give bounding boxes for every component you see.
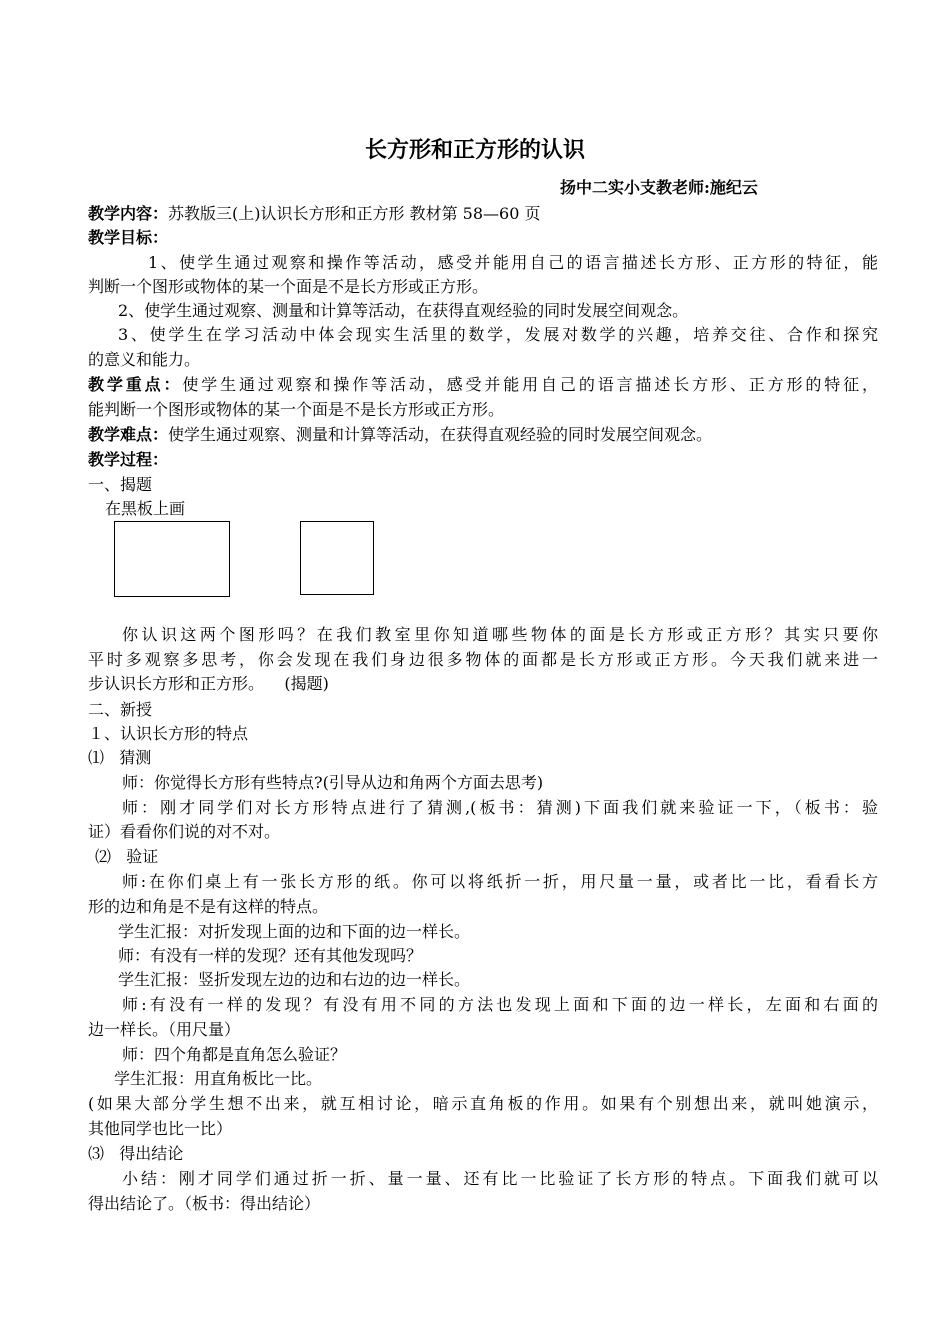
author-line: 扬中二实小支教老师:施纪云 bbox=[560, 178, 758, 197]
subsection-1-heading: １、认识长方形的特点 bbox=[88, 724, 249, 743]
rectangle-shape bbox=[114, 521, 230, 597]
document-title: 长方形和正方形的认识 bbox=[364, 137, 585, 163]
section-1-heading: 一、揭题 bbox=[88, 475, 153, 494]
student-report-1: 学生汇报：对折发现上面的边和下面的边一样长。 bbox=[118, 922, 471, 941]
teacher-line-3a: 师:在你们桌上有一张长方形的纸。你可以将纸折一折，用尺量一量，或者比一比，看看长方 bbox=[122, 872, 878, 891]
teacher-line-1: 师：你觉得长方形有些特点?(引导从边和角两个方面去思考) bbox=[122, 773, 544, 792]
goal-1-line-1: 1、使学生通过观察和操作等活动，感受并能用自己的语言描述长方形、正方形的特征，能 bbox=[148, 253, 878, 272]
difficulties-label: 教学难点： bbox=[88, 425, 169, 444]
goal-2: 2、使学生通过观察、测量和计算等活动，在获得直观经验的同时发展空间观念。 bbox=[118, 301, 689, 320]
content-line bbox=[88, 203, 878, 225]
key-points-line-2: 能判断一个图形或物体的某一个面是不是长方形或正方形。 bbox=[88, 400, 505, 419]
key-points-line-1 bbox=[88, 374, 878, 396]
goals-label: 教学目标： bbox=[88, 228, 169, 247]
section-2-heading: 二、新授 bbox=[88, 700, 153, 719]
intro-line-2: 平时多观察多思考，你会发现在我们身边很多物体的面都是长方形或正方形。今天我们就来进一 bbox=[88, 650, 878, 669]
intro-line-3: 步认识长方形和正方形。 (揭题) bbox=[88, 674, 329, 693]
teacher-line-5a: 师:有没有一样的发现？有没有用不同的方法也发现上面和下面的边一样长，左面和右面的 bbox=[122, 995, 878, 1014]
step-1-heading: ⑴ 猜测 bbox=[88, 748, 152, 767]
summary-line-1: 小结：刚才同学们通过折一折、量一量、还有比一比验证了长方形的特点。下面我们就可以 bbox=[122, 1169, 878, 1188]
goal-3-line-1: 3、使学生在学习活动中体会现实生活里的数学，发展对数学的兴趣，培养交往、合作和探究 bbox=[118, 325, 878, 344]
teacher-line-2b: 证）看看你们说的对不对。 bbox=[88, 822, 281, 841]
difficulties-text: 使学生通过观察、测量和计算等活动，在获得直观经验的同时发展空间观念。 bbox=[168, 425, 713, 444]
key-points-text-1: 使学生通过观察和操作等活动，感受并能用自己的语言描述长方形、正方形的特征， bbox=[182, 375, 878, 394]
content-text: 苏教版三(上)认识长方形和正方形 教材第 58—60 页 bbox=[168, 204, 541, 223]
square-shape bbox=[300, 521, 374, 595]
teacher-line-2a: 师：刚才同学们对长方形特点进行了猜测,(板书：猜测)下面我们就来验证一下，（板书：验 bbox=[122, 798, 878, 817]
teacher-line-3b: 形的边和角是不是有这样的特点。 bbox=[88, 897, 329, 916]
student-report-3: 学生汇报：用直角板比一比。 bbox=[114, 1069, 323, 1088]
note-line-1: (如果大部分学生想不出来，就互相讨论，暗示直角板的作用。如果有个别想出来，就叫她演示， bbox=[88, 1094, 878, 1113]
intro-line-1: 你认识这两个图形吗？在我们教室里你知道哪些物体的面是长方形或正方形？其实只要你 bbox=[122, 625, 878, 644]
student-report-2: 学生汇报：竖折发现左边的边和右边的边一样长。 bbox=[118, 970, 471, 989]
difficulties-line bbox=[88, 424, 878, 446]
summary-line-2: 得出结论了。（板书：得出结论） bbox=[88, 1194, 321, 1213]
step-2-heading: ⑵ 验证 bbox=[95, 847, 159, 866]
teacher-line-5b: 边一样长。（用尺量） bbox=[88, 1020, 241, 1039]
content-label: 教学内容： bbox=[88, 204, 169, 223]
goal-3-line-2: 的意义和能力。 bbox=[88, 350, 201, 369]
teacher-line-6: 师：四个角都是直角怎么验证？ bbox=[122, 1045, 347, 1064]
board-instruction: 在黑板上画 bbox=[105, 499, 186, 518]
process-label: 教学过程： bbox=[88, 450, 169, 469]
key-points-label: 教学重点： bbox=[88, 375, 183, 394]
note-line-2: 其他同学也比一比） bbox=[88, 1119, 233, 1138]
goal-1-line-2: 判断一个图形或物体的某一个面是不是长方形或正方形。 bbox=[88, 277, 489, 296]
teacher-line-4: 师：有没有一样的发现？还有其他发现吗？ bbox=[118, 946, 423, 965]
step-3-heading: ⑶ 得出结论 bbox=[88, 1144, 184, 1163]
